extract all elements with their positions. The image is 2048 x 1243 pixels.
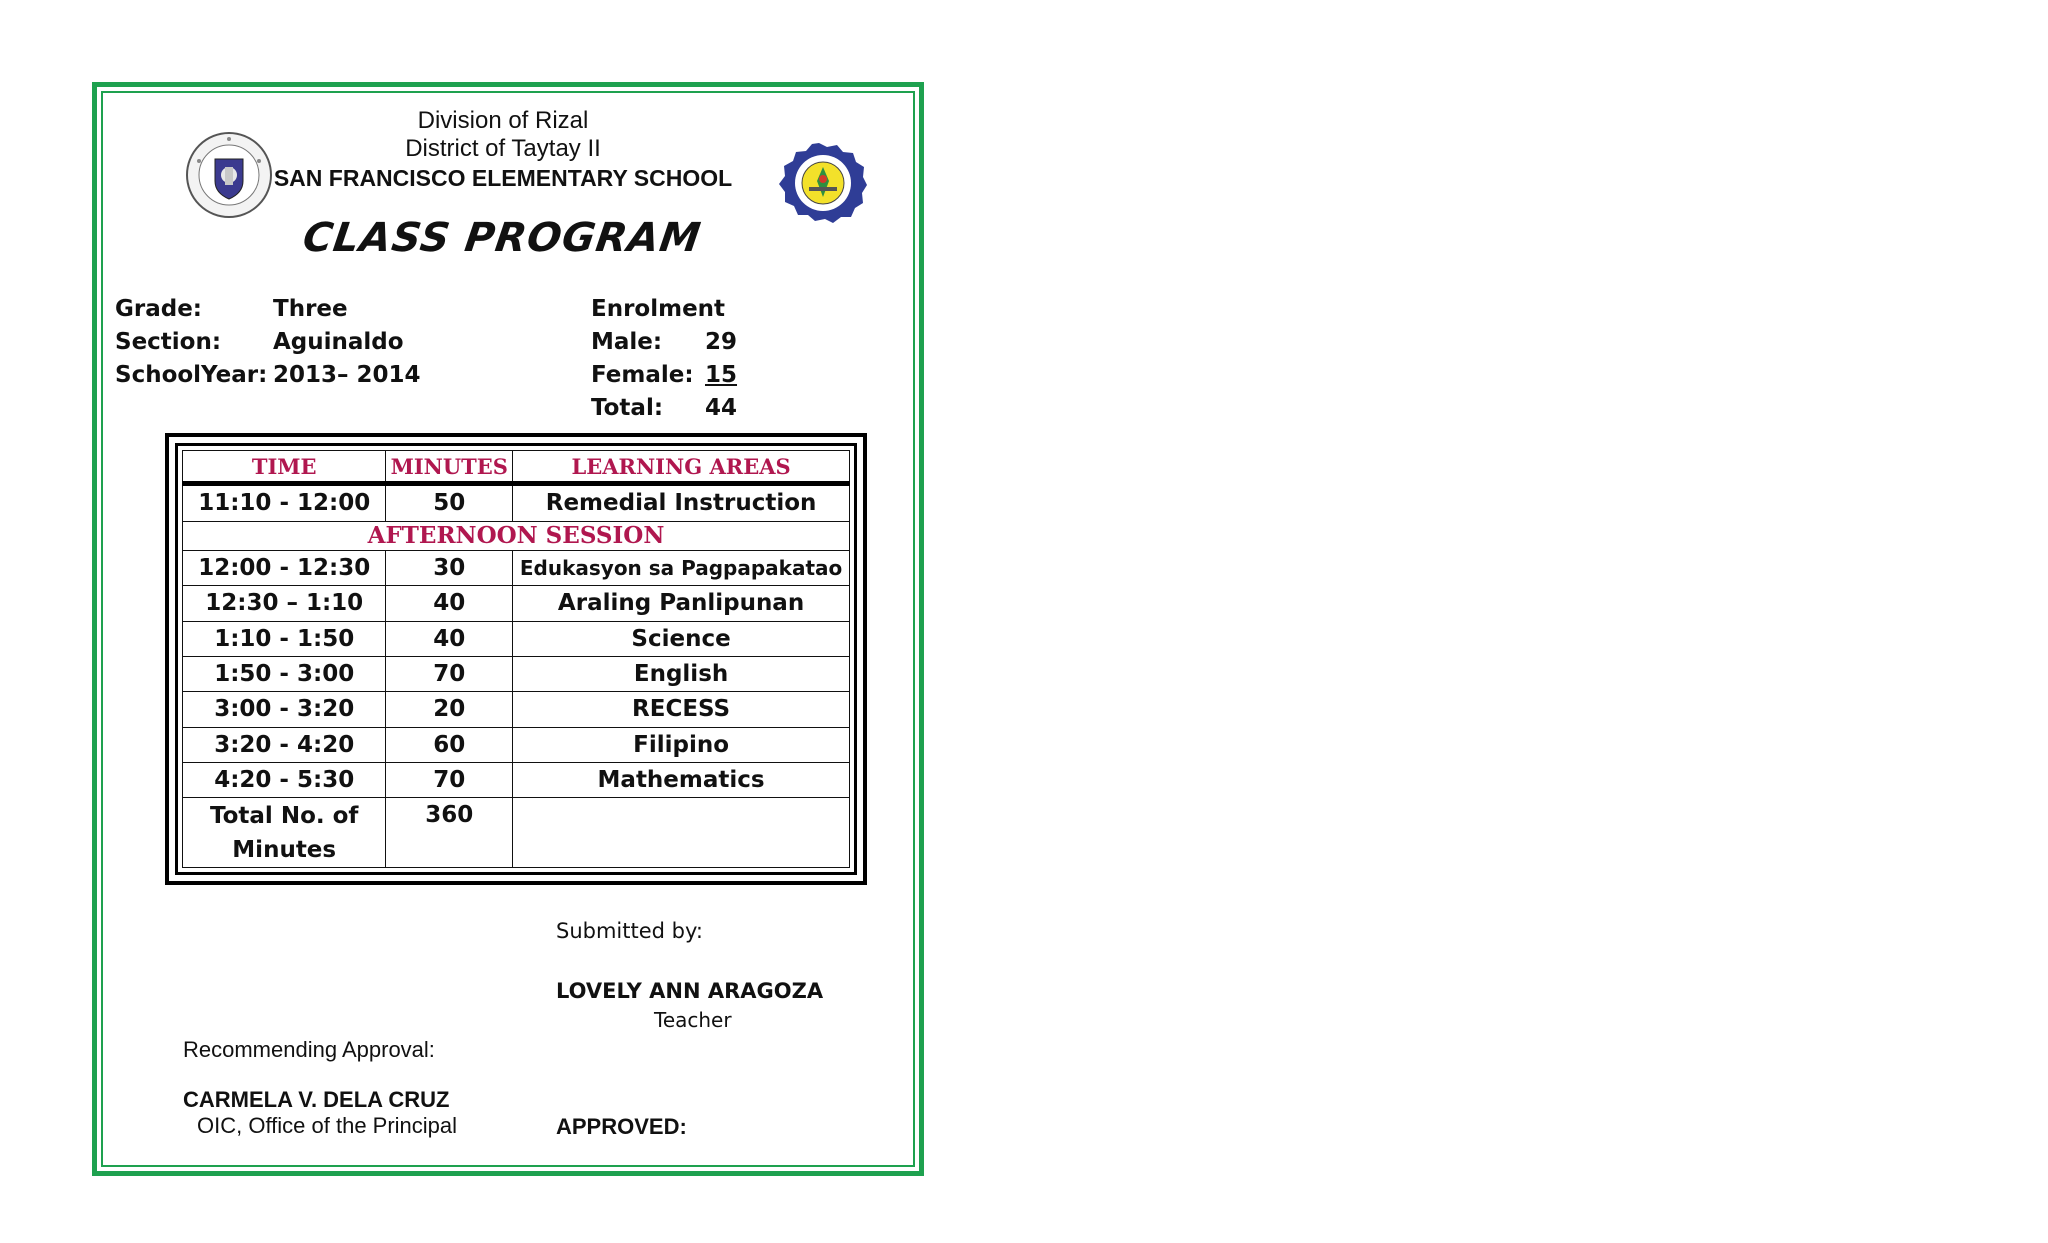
header-minutes: MINUTES (386, 451, 513, 484)
schedule-table-frame (165, 433, 867, 885)
afternoon-session-label: AFTERNOON SESSION (183, 521, 850, 550)
minutes-cell: 30 (386, 550, 513, 585)
male-value: 29 (705, 329, 738, 355)
total-row (183, 798, 850, 868)
male-row (591, 326, 737, 359)
total-value: 44 (705, 395, 738, 421)
section-row (115, 326, 421, 359)
total-minutes-label (183, 798, 386, 868)
approved-label: APPROVED: (556, 1114, 687, 1139)
time-cell: 12:00 - 12:30 (183, 550, 386, 585)
teacher-name: LOVELY ANN ARAGOZA (556, 979, 824, 1003)
table-row (183, 550, 850, 585)
area-cell: RECESS (513, 692, 850, 727)
area-cell: Mathematics (513, 762, 850, 797)
session-row (183, 521, 850, 550)
area-cell: Araling Panlipunan (513, 586, 850, 621)
table-row (183, 762, 850, 797)
section-value: Aguinaldo (273, 329, 404, 355)
time-cell: 3:00 - 3:20 (183, 692, 386, 727)
table-row (183, 484, 850, 521)
minutes-cell: 40 (386, 621, 513, 656)
total-empty-cell (513, 798, 850, 868)
time-cell: 1:50 - 3:00 (183, 656, 386, 691)
time-cell: 12:30 – 1:10 (183, 586, 386, 621)
principal-name: CARMELA V. DELA CRUZ (183, 1087, 450, 1112)
area-cell: Science (513, 621, 850, 656)
division-name: Division of Rizal (417, 107, 589, 134)
school-seal-logo (771, 141, 867, 223)
header-learning-areas: LEARNING AREAS (513, 451, 850, 484)
table-row (183, 586, 850, 621)
minutes-cell: 60 (386, 727, 513, 762)
table-header-row (183, 451, 850, 484)
minutes-cell: 40 (386, 586, 513, 621)
total-row (591, 392, 737, 425)
schedule-table-inner-frame (175, 443, 857, 875)
table-row (183, 656, 850, 691)
principal-title: OIC, Office of the Principal (197, 1113, 458, 1138)
header-time: TIME (183, 451, 386, 484)
schoolyear-value: 2013– 2014 (273, 362, 421, 388)
document-page (92, 82, 924, 1176)
area-cell: Edukasyon sa Pagpapakatao (513, 550, 850, 585)
area-cell: Filipino (513, 727, 850, 762)
district-name: District of Taytay II (405, 135, 601, 162)
time-cell: 3:20 - 4:20 (183, 727, 386, 762)
schedule-table (182, 450, 850, 868)
table-row (183, 692, 850, 727)
time-cell: 4:20 - 5:30 (183, 762, 386, 797)
total-minutes-value: 360 (386, 798, 513, 868)
grade-value: Three (273, 296, 348, 322)
total-label-line1: Total No. of (209, 802, 359, 829)
area-cell: English (513, 656, 850, 691)
document-inner-border (101, 91, 915, 1167)
schoolyear-row (115, 359, 421, 392)
recommending-approval-label: Recommending Approval: (183, 1037, 435, 1062)
school-name: SAN FRANCISCO ELEMENTARY SCHOOL (273, 165, 733, 191)
time-cell: 1:10 - 1:50 (183, 621, 386, 656)
time-cell: 11:10 - 12:00 (183, 484, 386, 521)
submitted-by-label: Submitted by: (556, 919, 703, 943)
minutes-cell: 20 (386, 692, 513, 727)
section-label: Section: (115, 329, 222, 355)
teacher-title: Teacher (654, 1008, 732, 1032)
table-row (183, 621, 850, 656)
table-row (183, 727, 850, 762)
class-info (115, 293, 421, 392)
enrolment-info (591, 293, 737, 425)
schoolyear-label: SchoolYear: (115, 362, 268, 388)
enrolment-heading: Enrolment (591, 296, 726, 322)
cut-off-signature-line (556, 1151, 866, 1165)
grade-row (115, 293, 421, 326)
minutes-cell: 70 (386, 656, 513, 691)
minutes-cell: 70 (386, 762, 513, 797)
total-label-line2: Minutes (232, 836, 337, 863)
female-value: 15 (705, 362, 738, 388)
total-label: Total: (591, 395, 664, 421)
document-title: CLASS PROGRAM (300, 215, 704, 261)
area-cell: Remedial Instruction (513, 484, 850, 521)
grade-label: Grade: (115, 296, 203, 322)
female-label: Female: (591, 362, 694, 388)
minutes-cell: 50 (386, 484, 513, 521)
female-row (591, 359, 737, 392)
male-label: Male: (591, 329, 663, 355)
